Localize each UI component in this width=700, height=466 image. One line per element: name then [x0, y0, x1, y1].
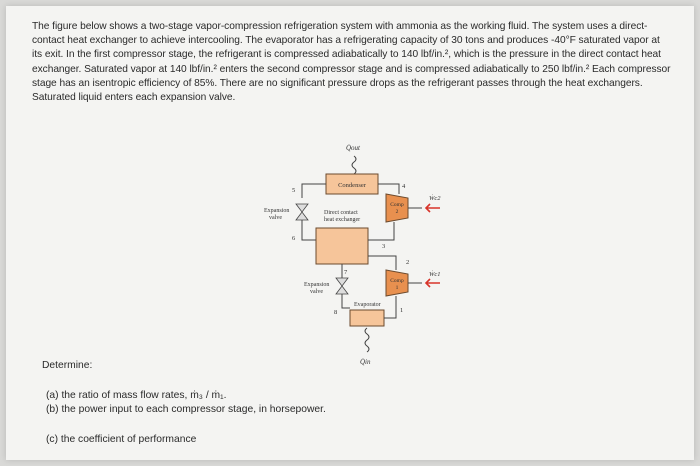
condenser-label: Condenser: [338, 182, 366, 189]
expansion-valve-1-top: [296, 204, 308, 212]
refrigeration-system-diagram: [254, 136, 464, 376]
expansion-valve-2-top: [336, 278, 348, 286]
state-7-label: 7: [344, 269, 348, 276]
expansion-valve-1-label-2: valve: [269, 215, 282, 221]
expansion-valve-1-bottom: [296, 212, 308, 220]
document-page: [6, 6, 694, 460]
line-3: [368, 222, 394, 240]
expansion-valve-2-label-1: Expansion: [304, 282, 330, 288]
question-c: (c) the coefficient of performance: [46, 434, 197, 445]
direct-contact-label-2: heat exchanger: [324, 217, 361, 223]
w-c2-label: Ẇc2: [429, 195, 441, 202]
direct-contact-hx-box: [316, 228, 368, 264]
state-6-label: 6: [292, 235, 296, 242]
state-8-label: 8: [334, 309, 338, 316]
expansion-valve-2-bottom: [336, 286, 348, 294]
question-a: (a) the ratio of mass flow rates, ṁ₃ / ṁ₁.: [46, 390, 227, 401]
determine-heading: Determine:: [42, 360, 93, 371]
comp-1-label-1: Comp: [390, 278, 404, 284]
w-c1-label: Ẇc1: [429, 271, 441, 278]
problem-statement: The figure below shows a two-stage vapor-compression refrigeration system with ammonia as the working fluid. The system uses a direct-contact heat exchanger to achieve intercooling. The evaporator has a refrigerating capacity of 30 tons and produces -40°F saturated vapor at its exit. In the first compressor stage, the refrigerant is compressed adiabatically to 140 lbf/in.², which is the pressure in the direct contact heat exchanger. Saturated vapor at 140 lbf/in.² enters the second compressor stage and is compressed adiabatically to 250 lbf/in.² Each compressor stage has an isentropic efficiency of 85%. There are no significant pressure drops as the refrigerant passes through the heat exchangers. Saturated liquid enters each expansion valve.: [32, 21, 671, 104]
direct-contact-label-1: Direct contact: [324, 210, 358, 216]
question-b: (b) the power input to each compressor stage, in horsepower.: [46, 404, 326, 415]
evaporator-label: Evaporator: [354, 302, 381, 308]
evaporator-box: [350, 310, 384, 326]
line-4: [378, 184, 399, 194]
comp-1-label-2: 1: [395, 285, 399, 291]
line-6-to-hx: [302, 236, 316, 240]
heat-in-arrow: [365, 328, 369, 352]
line-8: [342, 294, 350, 308]
compressor-2: [386, 194, 408, 222]
state-2-label: 2: [406, 259, 410, 266]
expansion-valve-2-label-2: valve: [310, 289, 323, 295]
line-2: [368, 256, 396, 270]
state-5-label: 5: [292, 187, 296, 194]
state-4-label: 4: [402, 183, 406, 190]
work-in-c2-arrow: [426, 204, 440, 212]
state-3-label: 3: [382, 243, 386, 250]
expansion-valve-1-label-1: Expansion: [264, 208, 290, 214]
comp-2-label-2: 2: [395, 209, 399, 215]
line-5: [302, 184, 326, 198]
work-in-c1-arrow: [426, 279, 440, 287]
q-out-label: Q̇out: [346, 144, 360, 152]
state-1-label: 1: [400, 307, 404, 314]
comp-2-label-1: Comp: [390, 202, 404, 208]
q-in-label: Q̇in: [360, 358, 371, 366]
line-1: [384, 296, 396, 318]
